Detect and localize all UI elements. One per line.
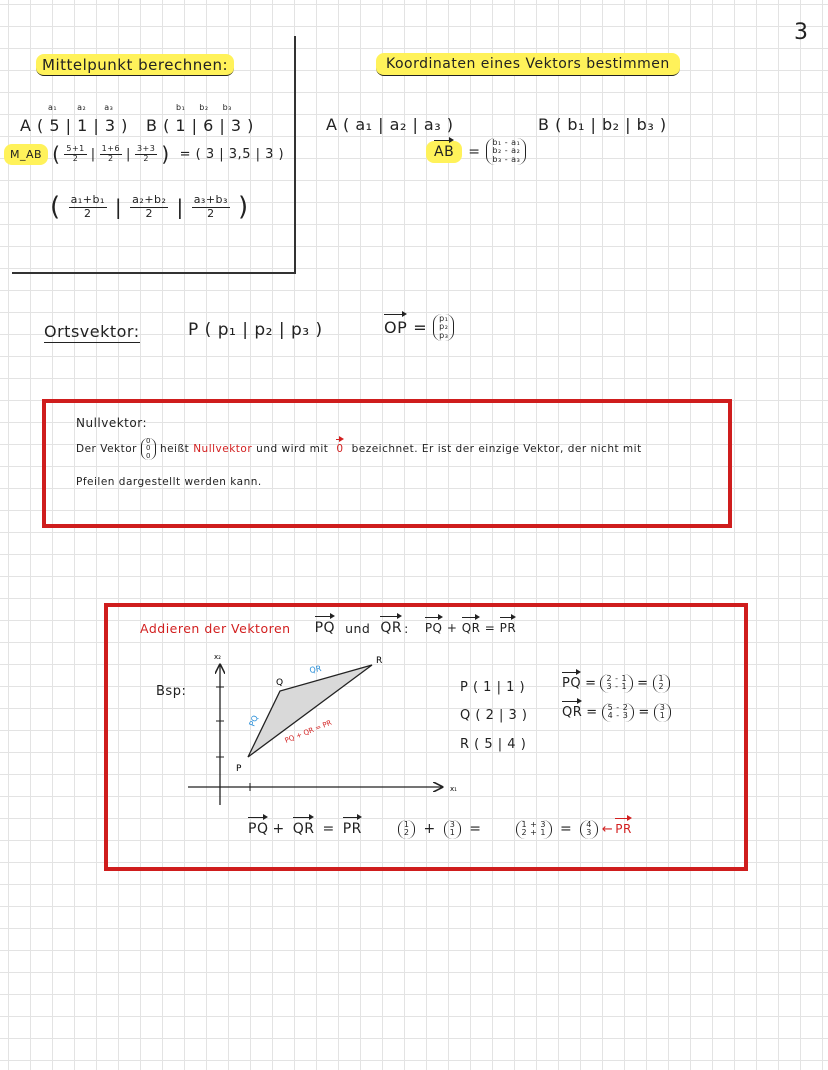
midpoint-result: = ( 3 | 3,5 | 3 ) <box>179 146 285 162</box>
addition-sum-line: PQ + QR = PR 1 2 + 3 1 = 1 + 3 2 + 1 = 4 3 ← PR <box>248 820 632 838</box>
ortsvektor-heading: Ortsvektor: <box>44 322 140 341</box>
axis-x1-label: x₁ <box>450 785 457 793</box>
point-r-coords: R ( 5 | 4 ) <box>460 737 527 752</box>
nullvektor-term: Nullvektor <box>193 443 253 456</box>
subscripts-b: b₁ b₂ b₃ <box>176 103 232 112</box>
page-number: 3 <box>794 20 809 45</box>
ortsvektor-point: P ( p₁ | p₂ | p₃ ) <box>188 320 323 340</box>
vector-ab-definition: AB = b₁ - a₁ b₂ - a₂ b₃ - a₃ <box>426 138 526 165</box>
coordinates-point-b: B ( b₁ | b₂ | b₃ ) <box>538 115 667 134</box>
addition-heading: Addieren der Vektoren <box>140 620 291 636</box>
result-arrow-icon: ← <box>601 821 614 837</box>
coordinates-heading: Koordinaten eines Vektors bestimmen <box>376 56 680 72</box>
vector-addition-diagram <box>180 645 470 815</box>
diagram-label-pq: PQ <box>247 714 261 728</box>
triangle-fill <box>248 665 372 757</box>
midpoint-heading: Mittelpunkt berechnen: <box>36 56 234 74</box>
point-a-values: A ( 5 | 1 | 3 ) <box>20 116 128 135</box>
midpoint-label: M_AB <box>4 144 48 165</box>
addition-heading-row: Addieren der Vektoren PQ und QR : PQ + QR = PR <box>140 620 517 636</box>
example-label: Bsp: <box>156 684 187 699</box>
diagram-label-qr: QR <box>308 664 323 675</box>
qr-calculation: QR = 5 - 2 4 - 3 = 3 1 <box>562 703 671 722</box>
diagram-label-sum: PQ + QR = PR <box>283 718 333 745</box>
pq-calculation: PQ = 2 - 1 3 - 1 = 1 2 <box>562 674 670 693</box>
subscripts-a: a₁ a₂ a₃ <box>48 103 114 112</box>
zero-vector-column: 0 0 0 <box>141 438 156 460</box>
point-b-values: B ( 1 | 6 | 3 ) <box>146 116 254 135</box>
heading-vec-qr: QR <box>380 620 403 636</box>
midpoint-formula: M_AB ( $\frac{5+1}{2}$ | $\frac{1+6}{2}$ | $\frac{3+3}{2}$ ) = ( 3 | 3,5 | 3 ) <box>4 142 284 166</box>
nullvektor-line2: Pfeilen dargestellt werden kann. <box>76 476 262 488</box>
point-r-label: R <box>376 656 383 666</box>
midpoint-general-formula: ( $\frac{\text{a₁+b₁}}{2}$ | $\frac{\text{a₂+b₂}}{2}$ | $\frac{\text{a₃+b₃}}{2}$ ) <box>50 192 249 222</box>
vector-ab-column: b₁ - a₁ b₂ - a₂ b₃ - a₃ <box>486 138 526 165</box>
zero-vector-symbol: 0 <box>336 443 344 456</box>
coordinates-point-a: A ( a₁ | a₂ | a₃ ) <box>326 115 454 134</box>
nullvektor-heading: Nullvektor: <box>76 416 147 430</box>
point-p-coords: P ( 1 | 1 ) <box>460 680 526 695</box>
vector-op-label: OP <box>384 318 408 338</box>
result-pr-label: PR <box>615 822 632 837</box>
heading-vec-pq: PQ <box>314 620 336 636</box>
vector-op-column: p₁ p₂ p₃ <box>433 314 454 341</box>
point-p-label: P <box>236 764 242 774</box>
axis-x2-label: x₂ <box>214 653 221 661</box>
point-q-coords: Q ( 2 | 3 ) <box>460 708 528 723</box>
nullvektor-line1: Der Vektor 0 0 0 heißt Nullvektor und wird mit 0 bezeichnet. Er ist der einzige Vektor, der nicht mit <box>76 437 642 460</box>
vector-ab-label: AB <box>434 143 455 160</box>
point-q-label: Q <box>276 678 284 688</box>
ortsvektor-definition: OP = p₁ p₂ p₃ <box>384 314 454 341</box>
